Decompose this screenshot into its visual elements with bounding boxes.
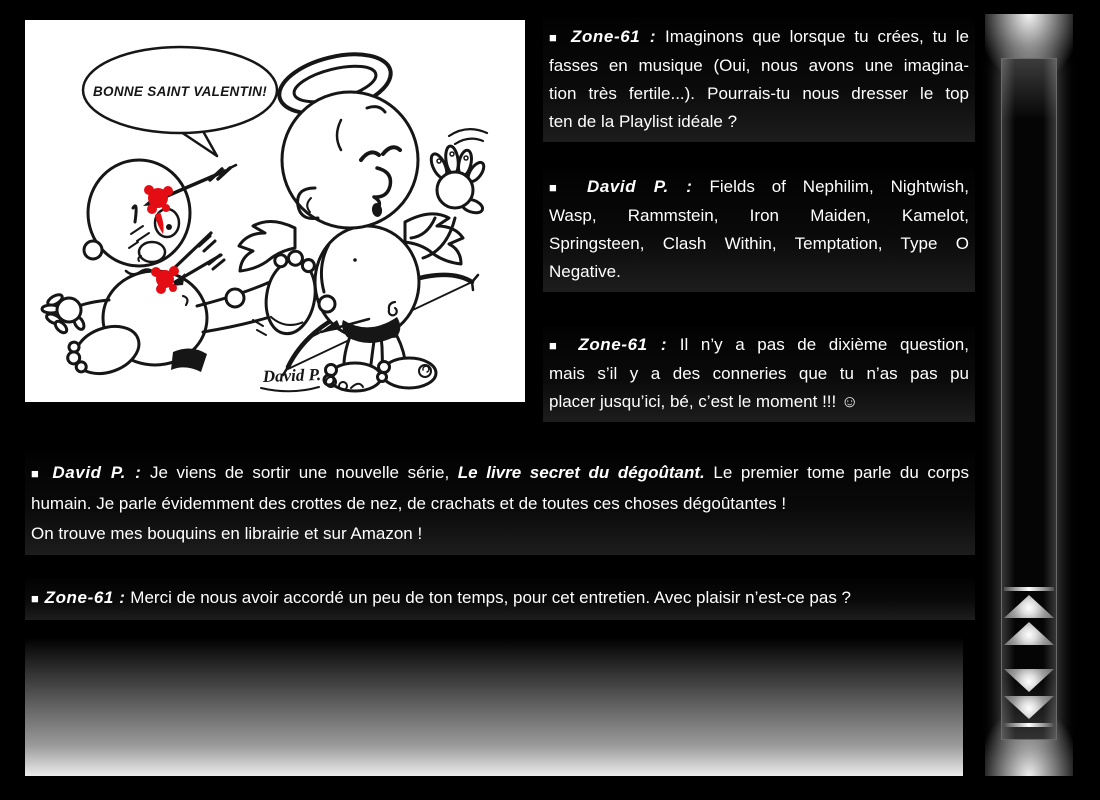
text-line: tion très fertile...). Pourrais-tu nous dresser le top: [549, 84, 969, 103]
text-line: humain. Je parle évidemment des crottes de nez, de crachats et de toutes ces choses dégoûtantes !: [31, 494, 787, 513]
text-line: [31, 458, 969, 489]
cherub-belly: [315, 226, 419, 338]
custom-scrollbar[interactable]: [985, 14, 1073, 776]
text-line: [549, 23, 969, 52]
motion-lines: [449, 129, 487, 144]
line-text: Fields of Nephilim, Nightwish,: [709, 177, 969, 196]
cartoon-drawing: [25, 20, 525, 402]
text-line: ten de la Playlist idéale ?: [549, 112, 738, 131]
svg-text:David P.: David P.: [262, 364, 322, 386]
spacer: [1004, 649, 1054, 665]
scrollbar-track[interactable]: [1001, 58, 1057, 740]
baby-fist: [226, 289, 244, 307]
text-line: placer jusqu’ici, bé, c’est le moment !!! ☺: [549, 392, 859, 411]
line-text: Imaginons que lorsque tu crées, tu le: [665, 27, 969, 46]
line-text: Je viens de sortir une nouvelle série,: [149, 463, 450, 482]
divider: [1004, 587, 1054, 591]
text-line: Negative.: [549, 262, 621, 281]
speaker-label: Zone-61 :: [570, 27, 657, 46]
baby-shorts: [171, 348, 207, 372]
line-text: Il n’y a pas de dixième question,: [679, 335, 969, 354]
line-text: Merci de nous avoir accordé un peu de ton temps, pour cet entretien. Avec plaisir n’est-ce pas ?: [130, 588, 851, 607]
speaker-label: Zone-61 :: [44, 588, 126, 607]
cherub-feet: [324, 358, 436, 391]
bullet-square-icon: ■: [549, 30, 563, 45]
text-line: Springsteen, Clash Within, Temptation, Type O: [549, 234, 969, 253]
triangle-up-icon[interactable]: [1004, 622, 1054, 645]
qa-block-thanks: [25, 578, 975, 620]
triangle-up-icon[interactable]: [1004, 595, 1054, 618]
triangle-down-icon[interactable]: [1004, 669, 1054, 692]
qa-block-book-announcement: [25, 453, 975, 555]
scroll-controls: [1004, 587, 1054, 727]
text-line: mais s’il y a des conneries que tu n’as pas pu: [549, 364, 969, 383]
divider: [1004, 723, 1054, 727]
book-title: Le livre secret du dégoûtant.: [457, 463, 705, 482]
speaker-label: David P. :: [52, 463, 142, 482]
speech-bubble: [83, 47, 277, 156]
text-line: fasses en musique (Oui, nous avons une imagina-: [549, 56, 969, 75]
line-text: Le premier tome parle du corps: [713, 463, 969, 482]
speaker-label: Zone-61 :: [578, 335, 668, 354]
valentine-cartoon: [25, 20, 525, 402]
qa-block-last-question: [543, 326, 975, 422]
speaker-label: David P. :: [586, 177, 693, 196]
bullet-square-icon: ■: [549, 180, 571, 195]
bullet-square-icon: ■: [31, 466, 44, 481]
injured-baby: [42, 160, 322, 384]
raised-hand: [428, 145, 487, 215]
cherub-head: [282, 92, 418, 228]
text-line: [549, 331, 969, 360]
text-line: [31, 583, 969, 614]
text-line: [549, 173, 969, 202]
bullet-square-icon: ■: [31, 591, 40, 606]
qa-block-playlist-question: [543, 18, 975, 142]
qa-block-playlist-answer: [543, 168, 975, 292]
bullet-square-icon: ■: [549, 338, 566, 353]
text-line: On trouve mes bouquins en librairie et sur Amazon !: [31, 524, 423, 543]
triangle-down-icon[interactable]: [1004, 696, 1054, 719]
speech-bubble-text: BONNE SAINT VALENTIN!: [92, 84, 268, 99]
text-line: Wasp, Rammstein, Iron Maiden, Kamelot,: [549, 206, 969, 225]
